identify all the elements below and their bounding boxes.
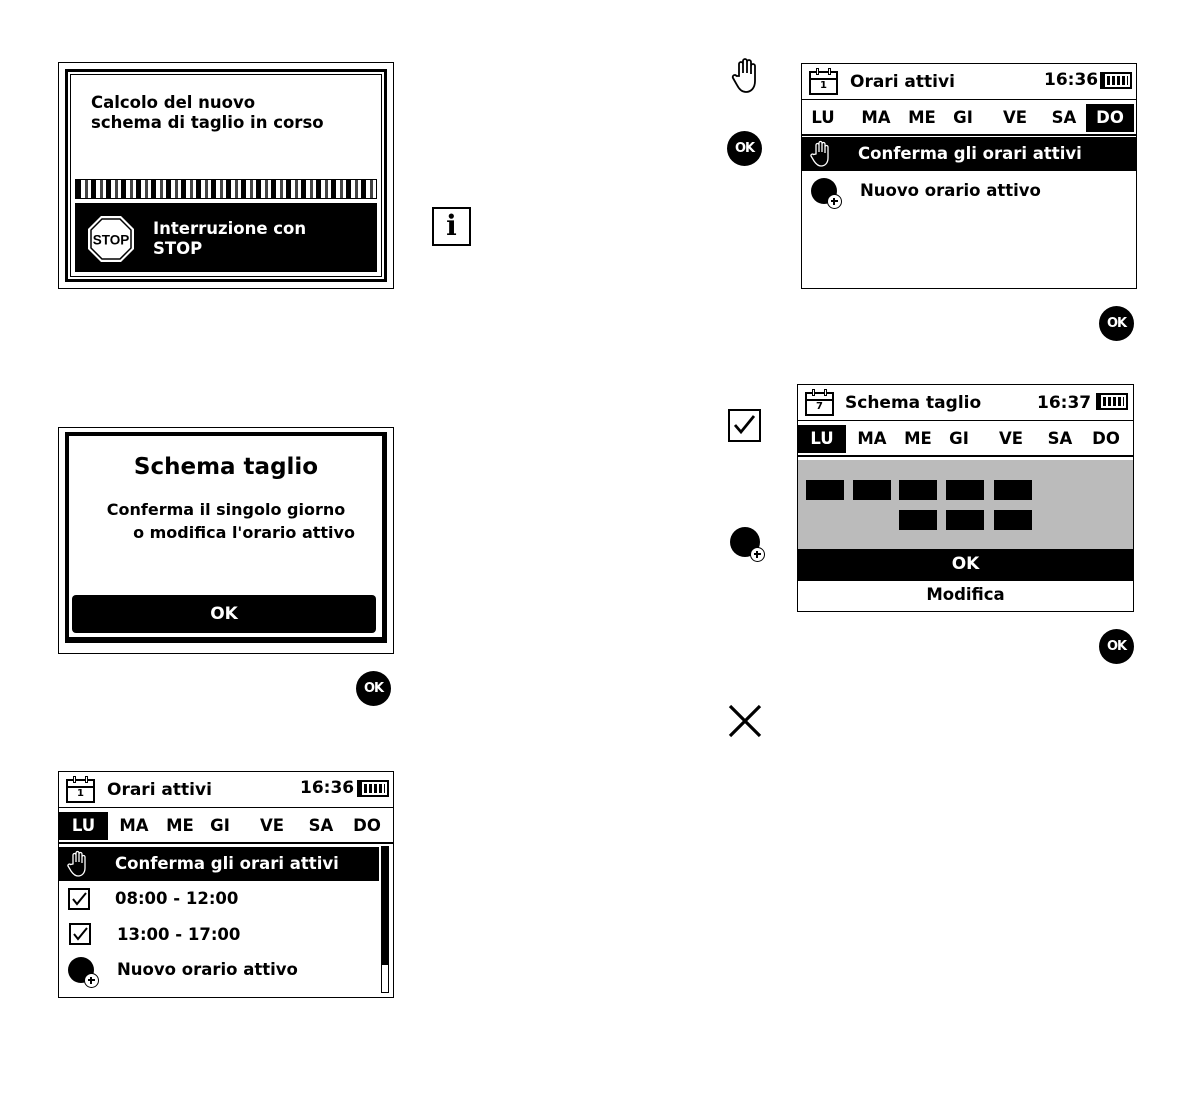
tab-gi[interactable]: GI	[953, 108, 973, 127]
stop-bar	[75, 203, 377, 272]
calendar-icon	[809, 71, 838, 95]
schema-taglio-screen	[797, 384, 1134, 612]
hand-icon	[67, 850, 89, 878]
new-active-time-item[interactable]	[802, 174, 1136, 208]
calendar-day: 1	[820, 80, 827, 91]
tab-ma[interactable]: MA	[857, 429, 887, 448]
checkbox-checked-icon[interactable]	[69, 923, 91, 945]
tab-ve[interactable]: VE	[259, 816, 285, 835]
new-active-time-item[interactable]	[59, 953, 379, 987]
stop-instruction-line1: Interruzione con	[153, 219, 307, 238]
header-time: 16:37	[1037, 393, 1092, 413]
schedule-grid	[798, 460, 1133, 549]
stop-sign-icon	[87, 215, 135, 263]
header-title: Orari attivi	[107, 780, 212, 800]
confirm-active-times-item[interactable]	[802, 137, 1136, 171]
stop-sign-text: STOP	[92, 232, 130, 248]
close-icon	[728, 704, 762, 738]
tab-gi[interactable]: GI	[949, 429, 969, 448]
add-time-icon	[730, 527, 760, 557]
dialog-ok-button[interactable]: OK	[72, 595, 376, 633]
schedule-block	[853, 480, 891, 500]
orari-lu-screen	[58, 771, 394, 998]
tab-do[interactable]: DO	[1092, 429, 1120, 448]
time-slot-2[interactable]	[59, 918, 379, 952]
schedule-block	[994, 480, 1032, 500]
new-active-time-label: Nuovo orario attivo	[860, 181, 1041, 200]
day-tabs	[59, 808, 393, 844]
tab-do[interactable]: DO	[1086, 104, 1134, 132]
confirm-label: Conferma gli orari attivi	[858, 144, 1082, 163]
calc-frame	[65, 69, 387, 282]
battery-icon	[1096, 393, 1128, 410]
scrollbar-thumb[interactable]	[382, 847, 388, 965]
tab-do[interactable]: DO	[353, 816, 381, 835]
hand-icon	[731, 57, 761, 95]
stop-instruction-line2: STOP	[153, 239, 203, 258]
schedule-block	[946, 480, 984, 500]
header-title: Orari attivi	[850, 72, 955, 92]
calendar-day: 1	[77, 788, 84, 799]
header-time: 16:36	[1044, 70, 1099, 90]
progress-bar	[75, 179, 377, 199]
calc-message	[91, 93, 324, 133]
tab-lu[interactable]: LU	[59, 812, 108, 840]
orari-lu-header	[59, 772, 393, 808]
header-title: Schema taglio	[845, 393, 982, 413]
dialog-body	[59, 498, 393, 544]
ok-key-icon[interactable]: OK	[356, 671, 391, 706]
tab-sa[interactable]: SA	[1051, 108, 1077, 127]
schema-dialog-screen	[58, 427, 394, 654]
calc-screen	[58, 62, 394, 289]
calendar-icon	[66, 779, 95, 803]
calc-message-line2: schema di taglio in corso	[91, 113, 324, 132]
tab-lu[interactable]: LU	[811, 108, 835, 127]
confirm-active-times-item[interactable]	[59, 847, 379, 881]
ok-key-icon[interactable]: OK	[1099, 629, 1134, 664]
add-time-icon	[811, 178, 837, 204]
tab-ve[interactable]: VE	[1002, 108, 1028, 127]
checkbox-checked-icon	[728, 409, 761, 442]
tab-ve[interactable]: VE	[998, 429, 1024, 448]
tab-ma[interactable]: MA	[861, 108, 891, 127]
schema-modify-button[interactable]: Modifica	[798, 580, 1133, 611]
add-time-icon	[68, 957, 94, 983]
day-tabs	[802, 100, 1136, 136]
tab-me[interactable]: ME	[166, 816, 194, 835]
schema-ok-button[interactable]: OK	[798, 549, 1133, 580]
tab-ma[interactable]: MA	[119, 816, 149, 835]
schedule-block	[899, 480, 937, 500]
stop-instruction	[153, 219, 306, 259]
day-tabs	[798, 421, 1133, 457]
tab-sa[interactable]: SA	[1047, 429, 1073, 448]
tab-gi[interactable]: GI	[210, 816, 230, 835]
hand-icon	[810, 140, 832, 168]
new-active-time-label: Nuovo orario attivo	[117, 960, 298, 979]
info-icon: i	[432, 207, 471, 246]
calc-frame-inner	[70, 74, 382, 277]
header-time: 16:36	[300, 778, 355, 798]
confirm-label: Conferma gli orari attivi	[115, 854, 339, 873]
time-slot-1-label: 08:00 - 12:00	[115, 889, 239, 908]
battery-icon	[357, 780, 389, 797]
schedule-block	[946, 510, 984, 530]
orari-do-header	[802, 64, 1136, 100]
ok-key-icon[interactable]: OK	[1099, 306, 1134, 341]
checkbox-checked-icon[interactable]	[68, 888, 90, 910]
ok-key-icon[interactable]: OK	[727, 131, 762, 166]
dialog-title: Schema taglio	[133, 454, 319, 480]
calendar-day: 7	[816, 401, 823, 412]
schedule-block	[806, 480, 844, 500]
calc-message-line1: Calcolo del nuovo	[91, 93, 256, 112]
schedule-block	[994, 510, 1032, 530]
tab-lu[interactable]: LU	[798, 425, 846, 453]
time-slot-1[interactable]	[59, 882, 379, 916]
dialog-body-line1: Conferma il singolo giorno	[106, 500, 346, 519]
schedule-block	[899, 510, 937, 530]
battery-icon	[1100, 72, 1132, 89]
orari-do-screen	[801, 63, 1137, 289]
dialog-body-line2: o modifica l'orario attivo	[133, 523, 355, 542]
time-slot-2-label: 13:00 - 17:00	[117, 925, 241, 944]
tab-me[interactable]: ME	[904, 429, 932, 448]
tab-sa[interactable]: SA	[308, 816, 334, 835]
calendar-icon	[805, 392, 834, 416]
scrollbar[interactable]	[381, 846, 389, 993]
schema-header	[798, 385, 1133, 421]
tab-me[interactable]: ME	[908, 108, 936, 127]
